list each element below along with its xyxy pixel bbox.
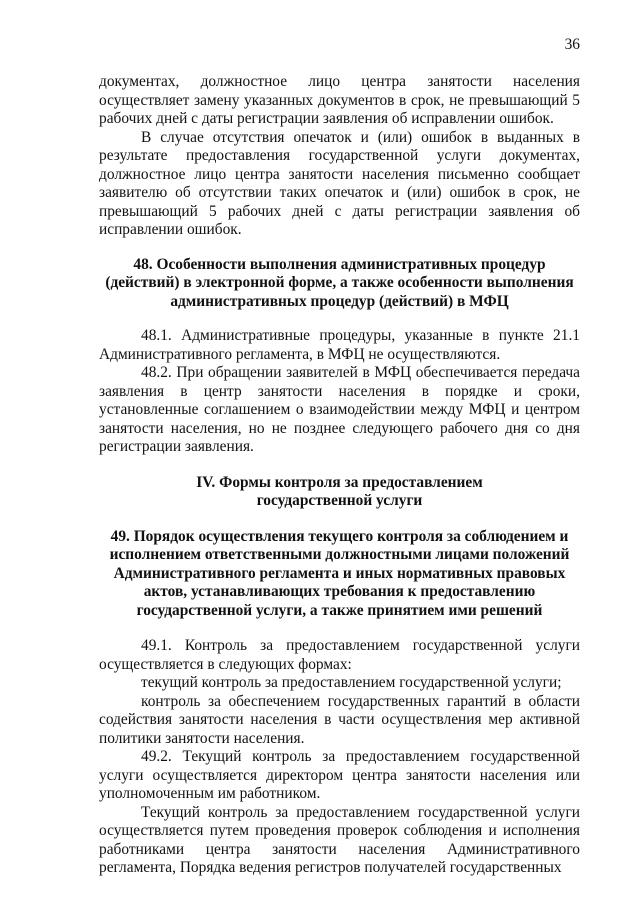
document-body [99, 73, 580, 878]
paragraph-current-control: текущий контроль за предоставлением государственной услуги; [141, 674, 562, 691]
paragraph-continuation: документах, должностное лицо центра занятости населения осуществляет замену указанных документов в срок, не превышающий 5 рабочих дней с даты регистрации заявления об исправлении ошибок. [99, 73, 580, 127]
paragraph-49-2: 49.2. Текущий контроль за предоставлением государственной услуги осуществляется директором центра занятости населения или уполномоченным им работником. [99, 748, 580, 802]
paragraph-49-1: 49.1. Контроль за предоставлением государственной услуги осуществляется в следующих формах: [99, 637, 580, 673]
page-number: 36 [564, 36, 580, 53]
paragraph-inspections: Текущий контроль за предоставлением государственной услуги осуществляется путем проведения проверок соблюдения и исполнения работниками центра занятости населения Административного регламента, Порядка ведения регистров получателей государственных [99, 803, 580, 876]
heading-chapter-iv: IV. Формы контроля за предоставлением государственной услуги [196, 473, 483, 509]
paragraph-48-1: 48.1. Административные процедуры, указанные в пункте 21.1 Административного регламента, в МФЦ не осуществляются. [99, 327, 580, 363]
heading-section-49: 49. Порядок осуществления текущего контроля за соблюдением и исполнением ответственными должностными лицами положений Административного регламента и иных нормативных правовых актов, устанавливающих требования к предоставлению государственной услуги, а также принятием ими решений [109, 527, 570, 619]
paragraph-no-errors: В случае отсутствия опечаток и (или) ошибок в выданных в результате предоставления государственной услуги документах, должностное лицо центра занятости населения письменно сообщает заявителю об отсутствии таких опечаток и (или) ошибок в срок, не превышающий 5 рабочих дней с даты регистрации заявления об исправлении ошибок. [99, 128, 580, 238]
heading-section-48: 48. Особенности выполнения административных процедур (действий) в электронной форме, а также особенности выполнения административных процедур (действий) в МФЦ [105, 255, 574, 310]
paragraph-guarantees-control: контроль за обеспечением государственных гарантий в области содействия занятости населения в части осуществления мер активной политики занятости населения. [99, 692, 580, 747]
paragraph-48-2: 48.2. При обращении заявителей в МФЦ обеспечивается передача заявления в центр занятости населения в порядке и сроки, установленные соглашением о взаимодействии между МФЦ и центром занятости населения, но не позднее следующего рабочего дня со дня регистрации заявления. [99, 364, 580, 455]
